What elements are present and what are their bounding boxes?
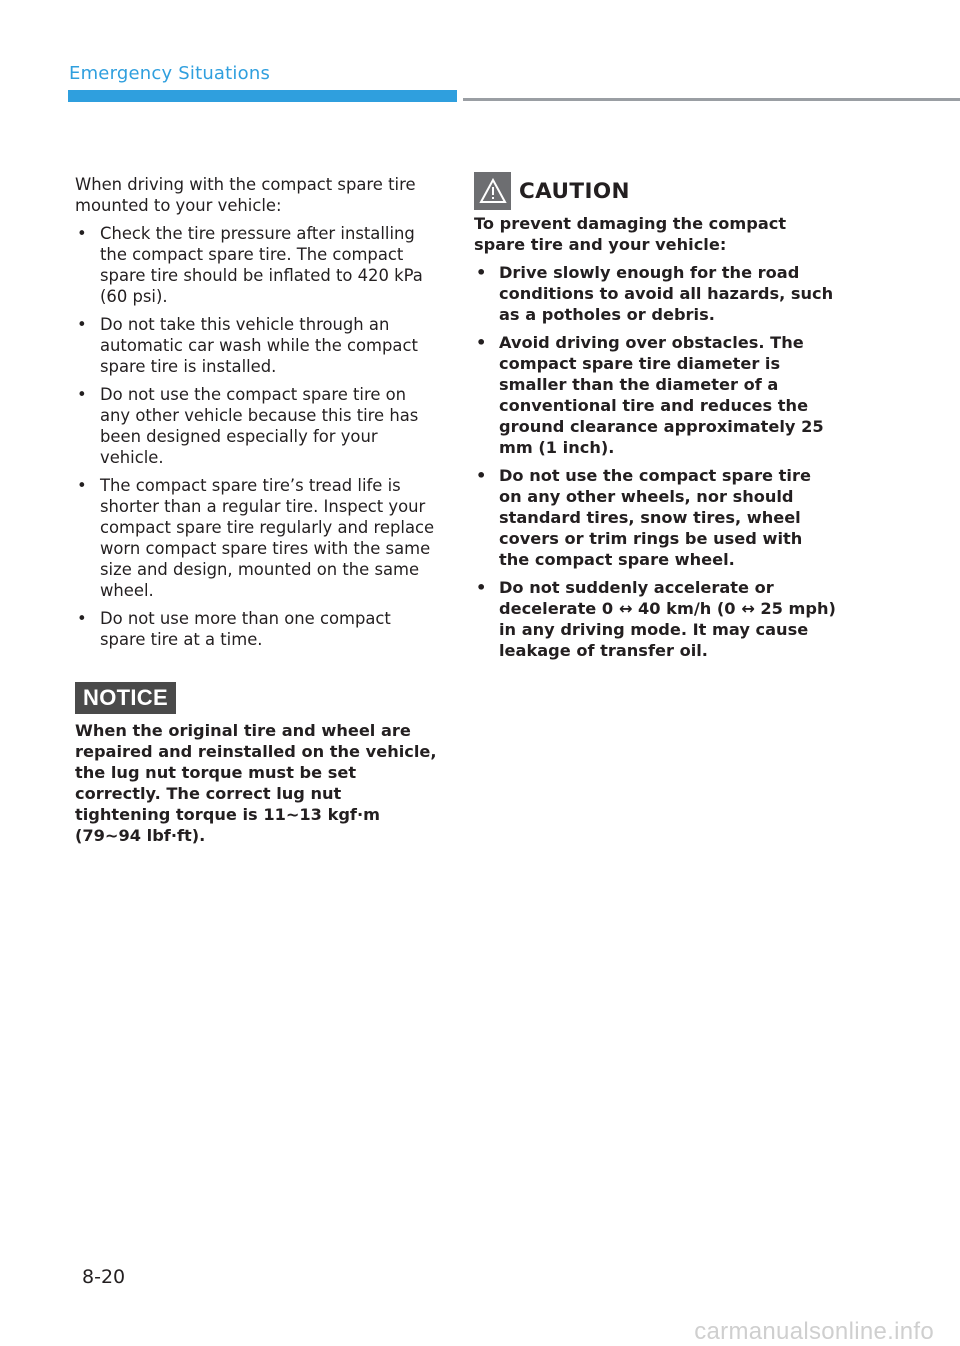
bullet-icon: •: [77, 385, 87, 404]
bullet-text: Check the tire pressure after installing the compact spare tire. The compact spare tire should be inflated to 420 kPa (60 psi).: [100, 224, 423, 306]
page-number: 8-20: [82, 1266, 126, 1288]
bullet-text: Do not suddenly accelerate or decelerate 0 ↔ 40 km/h (0 ↔ 25 mph) in any driving mode. It may cause leakage of transfer oil.: [499, 578, 836, 660]
bullet-icon: •: [77, 315, 87, 334]
bullet-icon: •: [77, 224, 87, 243]
watermark: carmanualsonline.info: [694, 1318, 934, 1345]
bullet-text: The compact spare tire’s tread life is shorter than a regular tire. Inspect your compact spare tire regularly and replace worn compact spare tires with the same size and design, mounted on the same wheel.: [100, 476, 435, 600]
notice-badge: NOTICE: [75, 682, 176, 714]
bullet-icon: •: [476, 263, 487, 282]
notice-text: When the original tire and wheel are repaired and reinstalled on the vehicle, the lug nut torque must be set correctly. The correct lug nut tightening torque is 11~13 kgf·m (79~94 lbf·ft).: [75, 721, 437, 845]
caution-intro: To prevent damaging the compact spare tire and your vehicle:: [474, 214, 787, 254]
bullet-item: [474, 577, 836, 661]
caution-header: [474, 172, 836, 210]
bullet-text: Drive slowly enough for the road conditions to avoid all hazards, such as a potholes or debris.: [499, 263, 834, 324]
caution-bullet-list: [474, 262, 836, 661]
bullet-item: [474, 465, 836, 570]
bullet-icon: •: [77, 476, 87, 495]
bullet-text: Avoid driving over obstacles. The compact spare tire diameter is smaller than the diameter of a conventional tire and reduces the ground clearance approximately 25 mm (1 inch).: [499, 333, 824, 457]
bullet-item: [75, 384, 441, 468]
header-rule-accent: [68, 90, 457, 102]
bullet-item: [75, 223, 441, 307]
bullet-item: [474, 332, 836, 458]
bullet-text: Do not use the compact spare tire on any other wheels, nor should standard tires, snow tires, wheel covers or trim rings be used with the compact spare wheel.: [499, 466, 811, 569]
left-column: [75, 174, 441, 846]
bullet-icon: •: [476, 578, 487, 597]
bullet-icon: •: [77, 609, 87, 628]
right-column: [474, 172, 836, 668]
bullet-text: Do not take this vehicle through an automatic car wash while the compact spare tire is installed.: [100, 315, 418, 376]
section-title: Emergency Situations: [69, 63, 271, 84]
bullet-text: Do not use more than one compact spare tire at a time.: [100, 609, 391, 649]
header-rule: [463, 98, 960, 101]
intro-paragraph: When driving with the compact spare tire mounted to your vehicle:: [75, 175, 416, 215]
spare-tire-bullet-list: [75, 223, 441, 650]
bullet-item: [474, 262, 836, 325]
bullet-icon: •: [476, 333, 487, 352]
bullet-icon: •: [476, 466, 487, 485]
bullet-item: [75, 314, 441, 377]
bullet-item: [75, 608, 441, 650]
bullet-item: [75, 475, 441, 601]
warning-triangle-icon: [474, 172, 511, 210]
bullet-text: Do not use the compact spare tire on any other vehicle because this tire has been designed especially for your vehicle.: [100, 385, 419, 467]
caution-title: CAUTION: [519, 178, 630, 204]
